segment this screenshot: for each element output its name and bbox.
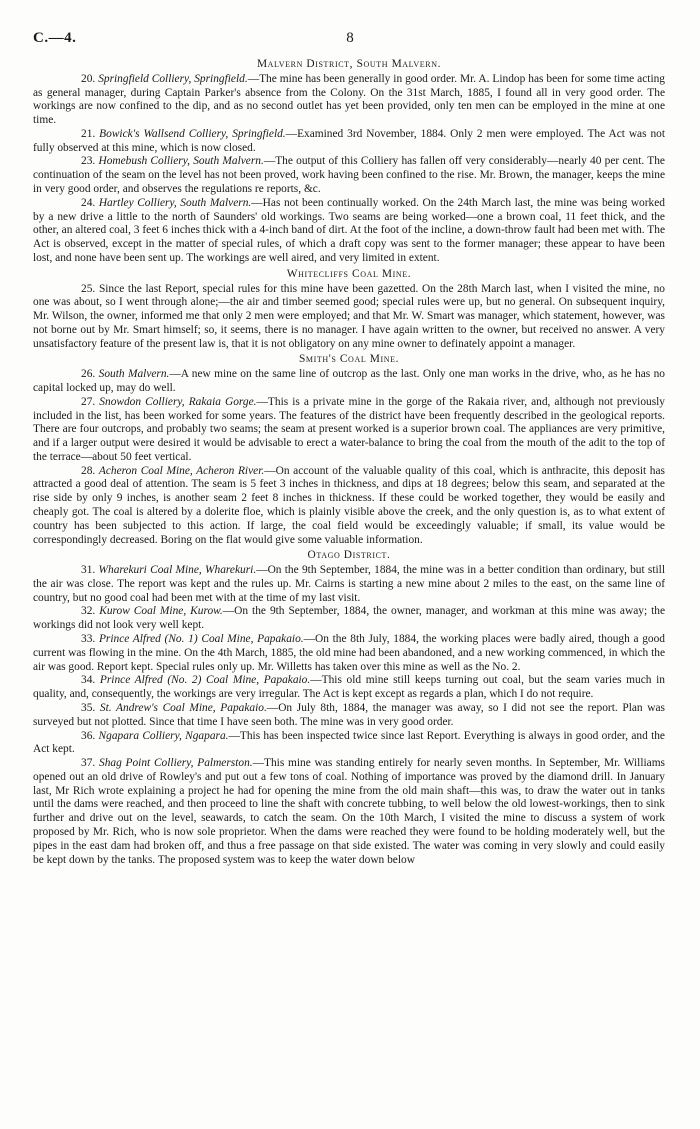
paragraph-text: —On the 9th September, 1884, the owner, manager, and workman at this mine was away; the workings did not look very well kept. (33, 605, 666, 632)
paragraph-number: 24. (81, 196, 96, 209)
paragraph-text: —This old mine still keeps turning out coal, but the seam varies much in quality, and, consequently, the workings are very irregular. The Act is kept except as regards a plan, which I do not require. (33, 674, 665, 701)
paragraph (33, 465, 665, 548)
paragraph (33, 197, 665, 266)
paragraph-text: Since the last Report, special rules for this mine have been gazetted. On the 28th March last, when I visited the mine, no one was about, so I went through alone;—the air and timber seemed good; special rules were up, but no general. On subsequent inquiry, Mr. Wilson, the owner, informed me that only 2 men were employed; and that Mr. W. Smart was manager, which statement, however, was not borne out by Mr. Smart himself; so, it seems, there is no manager. I have again written to the owner, but received no answer. A very unsatisfactory feature of the present law is, that it is not obligatory on any mine owner to definately appoint a manager. (33, 282, 665, 350)
paragraph (33, 283, 665, 352)
paragraph-title: Acheron Coal Mine, Acheron River. (98, 464, 265, 477)
paragraph (33, 674, 665, 702)
paragraph-text: —On the 9th September, 1884, the mine was in a better condition than ordinary, but still the air was close. The report was kept and the rules up. Mr. Cairns is starting a new mine about 2 miles to the east, on the same line of country, but no good coal had been met with at the time of my last visit. (33, 564, 665, 604)
paragraph-number: 31. (81, 564, 96, 577)
paragraph-number: 36. (81, 729, 96, 742)
paragraph (33, 128, 665, 156)
paragraph (33, 155, 665, 196)
paragraph-text: —This is a private mine in the gorge of the Rakaia river, and, although not previously included in the list, has been worked for some years. The features of the district have been frequently described in the geological reports. There are four outcrops, and probably two seams; the seam at present worked is a superior brown coal. The appliances are very primitive, and if a larger output were desired it would be advisable to erect a water-balance to bring the coal from the mouth of the adit to the top of the terrace—about 50 feet vertical. (33, 395, 666, 463)
paragraph-title: Shag Point Colliery, Palmerston. (99, 757, 253, 770)
paragraph-title: Wharekuri Coal Mine, Wharekuri. (98, 564, 257, 577)
paragraph (33, 605, 665, 633)
page-header (33, 30, 667, 52)
paragraph-text: —The output of this Colliery has fallen off very considerably—nearly 40 per cent. The continuation of the seam on the level has not been proved, work having been confined to the rise. Mr. Brown, the manager, keeps the mine in very good order, and observes the regulations re reports, &c. (33, 155, 665, 196)
paragraph-title: Prince Alfred (No. 2) Coal Mine, Papakaio. (99, 674, 311, 687)
paragraph-text: —Has not been continually worked. On the 24th March last, the mine was being worked by a new drive a little to the north of Saunders' old workings. Two seams are being worked—one a brown coal, 11 feet thick, and the other, an altered coal, 3 feet 6 inches thick with a 4-inch band of dirt. At the foot of the incline, a down-throw fault had been met with. The Act is observed, except in the matter of special rules, of which a draft copy was sent to the former manager; these appear to have been lost, and none have been sent up. The workings are well aired, and very limited in extent. (33, 196, 665, 264)
paragraph-text: —Examined 3rd November, 1884. Only 2 men were employed. The Act was not fully observed at this mine, which is now closed. (33, 127, 665, 154)
paragraph (33, 73, 665, 128)
paragraph-number: 34. (81, 674, 96, 687)
paragraph (33, 633, 665, 674)
paragraph-title: Snowdon Colliery, Rakaia Gorge. (99, 395, 257, 408)
paragraph-title: Ngapara Colliery, Ngapara. (98, 729, 229, 742)
paragraph-text: —On account of the valuable quality of this coal, which is anthracite, this deposit has attracted a good deal of attention. The seam is 5 feet 3 inches in thickness, and dips at 18 degrees; below this seam, and separated at the rise side by only 9 inches, is another seam 2 feet 8 inches in thickness. If these could be worked together, they would be easily and cheaply got. The coal is altered by a dolerite floe, which is plainly visible above the creek, and the only question is, as to what extent of country has been subjected to this action. If large, the coal field would be exceedingly valuable; if small, its value would be correspondingly decreased. Boring on the flat would give some valuable information. (33, 464, 665, 546)
paragraph-text: —This mine was standing entirely for nearly seven months. In September, Mr. Williams opened out an old drive of Rowley's and put out a few tons of coal. Nothing of importance was proved by the diamond drill. In January last, Mr Rich wrote explaining a project he had for opening the mine from the old main shaft—this was, to draw the water out in tanks until the dams were reached, and then proceed to line the shaft with concrete tubbing, to well below the old lowest-workings, then to sink further and drive out on the level, seawards, to catch the seam. On the 10th March, I visited the mine to discuss a system of work proposed by Mr. Rich, who is now sole proprietor. When the dams were reached they were found to be holding moderately well, but the pipes in the east dam had broken off, and thus a free passage on that side existed. The water was coming in very slowly and could easily be kept down by the tanks. The proposed system was to keep the water down below (33, 757, 665, 866)
paragraph-text: —The mine has been generally in good order. Mr. A. Lindop has been for some time acting as general manager, during Captain Parker's absence from the Colony. On the 31st March, 1885, I found all in very good order. The workings are now confined to the dip, and as no second outlet has yet been provided, only ten men can be employed in the mine at one time. (33, 72, 665, 127)
paragraph-number: 35. (81, 701, 96, 714)
paragraph-number: 20. (81, 72, 96, 85)
paragraph-number: 37. (81, 757, 96, 770)
paragraph (33, 757, 665, 867)
document-reference: C.—4. (33, 30, 77, 46)
paragraph-title: Bowick's Wallsend Colliery, Springfield. (99, 127, 286, 140)
paragraph (33, 730, 665, 758)
paragraph-text: —On July 8th, 1884, the manager was away, so I did not see the report. Plan was surveyed but not plotted. Since that time I have seen both. The mine was in very good order. (33, 701, 665, 728)
paragraph-title: Prince Alfred (No. 1) Coal Mine, Papakaio. (98, 633, 304, 646)
paragraph-number: 25. (81, 282, 96, 295)
paragraph-number: 26. (81, 368, 96, 381)
section-heading: Whitecliffs Coal Mine. (286, 267, 412, 280)
paragraph-title: Springfield Colliery, Springfield. (98, 72, 248, 85)
paragraph-number: 28. (81, 464, 96, 477)
paragraph-text: —This has been inspected twice since last Report. Everything is always in good order, and the Act kept. (33, 729, 665, 756)
paragraph (33, 368, 665, 396)
paragraph-number: 32. (81, 605, 96, 618)
paragraph-title: St. Andrew's Coal Mine, Papakaio. (99, 701, 267, 714)
page-number: 8 (346, 30, 354, 46)
section-heading: Otago District. (307, 549, 391, 562)
paragraph-text: —A new mine on the same line of outcrop as the last. Only one man works in the drive, who, as he has no capital locked up, may do well. (33, 368, 665, 394)
paragraph-number: 33. (81, 633, 96, 646)
section-heading: Smith's Coal Mine. (298, 353, 400, 366)
paragraph-title: Hartley Colliery, South Malvern. (98, 196, 252, 209)
paragraph-text: —On the 8th July, 1884, the working places were badly aired, though a good current was flowing in the mine. On the 4th March, 1885, the old mine had been abandoned, and a new working commenced, in which the air was good. Report kept. Special rules only up. Mr. Willetts has taken over this mine as well as the No. 2. (33, 633, 665, 673)
document-body (33, 56, 665, 867)
paragraph-title: South Malvern. (98, 368, 170, 381)
paragraph-number: 27. (81, 395, 96, 408)
paragraph (33, 396, 665, 465)
section-heading: Malvern District, South Malvern. (256, 58, 442, 70)
paragraph (33, 702, 665, 730)
paragraph (33, 564, 665, 605)
paragraph-number: 23. (81, 155, 96, 168)
paragraph-title: Homebush Colliery, South Malvern. (98, 155, 264, 168)
paragraph-title: Kurow Coal Mine, Kurow. (99, 605, 223, 618)
paragraph-number: 21. (81, 127, 96, 140)
